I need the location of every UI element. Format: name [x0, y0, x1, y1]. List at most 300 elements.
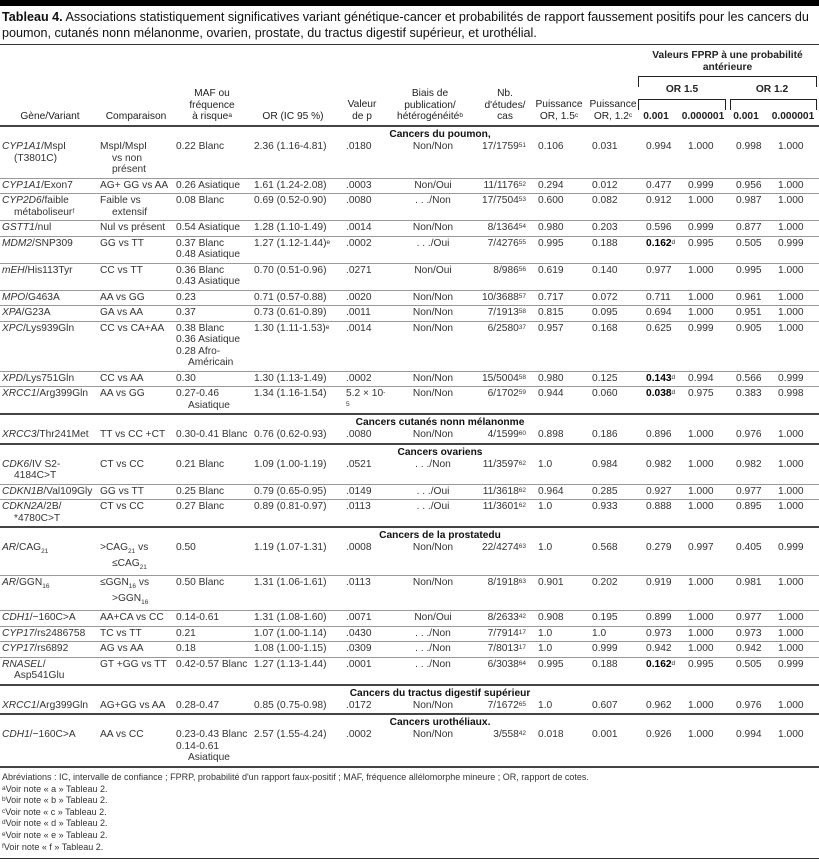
studies-cases: 7/7914 [487, 627, 519, 639]
reference: 62 [518, 486, 527, 494]
bias-cell: Non/Non [388, 290, 478, 306]
comparison-cell [98, 321, 174, 371]
cell [252, 685, 344, 699]
power-12-cell: 0.082 [590, 194, 644, 221]
fprp-or12-000001-cell: 1.000 [776, 194, 819, 221]
comparison-text: AG+ GG vs AA [100, 179, 169, 191]
or-value: 1.31 (1.06-1.61) [254, 577, 327, 589]
or-value: 1.27 (1.12-1.44) [254, 237, 327, 249]
variant-name: /His113Tyr [24, 264, 73, 276]
cell [252, 414, 344, 428]
maf-line: 0.18 [176, 643, 196, 655]
maf-line: Asiatique [188, 399, 230, 411]
bias-cell: Non/Non [388, 699, 478, 715]
top-black-bar [0, 0, 819, 6]
comparison-text: AG vs AA [100, 643, 144, 655]
comparison-cell [98, 657, 174, 685]
cell [776, 127, 819, 140]
cell [686, 685, 734, 699]
fprp-value: 0.912 [646, 195, 672, 206]
section-header-row [0, 444, 819, 458]
fprp-or15-001-cell [644, 642, 686, 658]
power-12-cell: 0.072 [590, 290, 644, 306]
power-15-cell: 1.0 [536, 541, 590, 576]
cell [644, 685, 686, 699]
fprp-or15-001-cell [644, 194, 686, 221]
reference: 55 [518, 238, 527, 246]
or-value: 1.34 (1.16-1.54) [254, 388, 327, 399]
maf-line: 0.28-0.47 [176, 699, 220, 711]
gene-variant-cell [0, 306, 98, 322]
power-15-cell: 1.0 [536, 699, 590, 715]
p-value: .0080 [346, 195, 372, 206]
comparison-cell [98, 194, 174, 221]
gene-name: CDH1 [2, 612, 30, 624]
studies-cases-cell [478, 387, 536, 415]
maf-cell [174, 576, 252, 611]
gene-variant-cell [0, 290, 98, 306]
fprp-or15-000001-cell: 0.999 [686, 221, 734, 237]
cell [174, 714, 252, 728]
header-pow15-line2 [532, 111, 586, 123]
fprp-or12-000001-cell: 1.000 [776, 178, 819, 194]
power-12-cell: 0.285 [590, 484, 644, 500]
comparison-text: GG vs TT [100, 485, 144, 497]
maf-line: 0.22 Blanc [176, 141, 225, 152]
fprp-or12-001-cell: 0.505 [734, 236, 776, 263]
gene-variant-cell [0, 541, 98, 576]
header-prior-001-or12: 0.001 [733, 111, 759, 122]
table-row [0, 321, 819, 371]
cell [686, 527, 734, 541]
or-value: 1.28 (1.10-1.49) [254, 222, 327, 233]
power-12-cell: 0.168 [590, 321, 644, 371]
power-12-cell: 0.607 [590, 699, 644, 715]
cell [734, 444, 776, 458]
comparison-cell [98, 387, 174, 415]
cell [734, 685, 776, 699]
gene-name: CDKN1B [2, 485, 44, 497]
cell [174, 685, 252, 699]
table-row [0, 642, 819, 658]
or-cell [252, 236, 344, 263]
comparison-text: GT +GG vs TT [100, 658, 167, 670]
p-value: .0001 [346, 658, 372, 670]
p-value-cell [344, 642, 388, 658]
bias-cell: . . ./Oui [388, 484, 478, 500]
power-12-cell: 0.095 [590, 306, 644, 322]
p-value-cell [344, 428, 388, 444]
maf-cell [174, 428, 252, 444]
maf-line: 0.21 [176, 627, 196, 639]
power-12-cell: 0.140 [590, 263, 644, 290]
cell [536, 714, 590, 728]
or-cell [252, 140, 344, 178]
power-12-cell: 0.933 [590, 500, 644, 528]
comparison-text: Nul vs présent [100, 222, 166, 233]
comparison-text: ≤GGN [100, 577, 129, 589]
header-fprp-group [636, 50, 819, 73]
maf-line: 0.28 Afro- [176, 345, 221, 357]
fprp-or15-000001-cell: 0.995 [686, 236, 734, 263]
fprp-or12-000001-cell: 0.999 [776, 371, 819, 387]
maf-cell [174, 500, 252, 528]
gene-name: XPC [2, 322, 23, 334]
cell [174, 444, 252, 458]
subscript: 21 [139, 563, 147, 571]
footnote-ref: e [325, 323, 330, 331]
p-value: .0113 [346, 501, 371, 512]
p-value-cell [344, 321, 388, 371]
fprp-or12-001-cell: 0.994 [734, 728, 776, 767]
fprp-or12-001-cell: 0.977 [734, 611, 776, 627]
studies-cases: 8/1918 [487, 577, 519, 589]
header-power-12 [586, 99, 640, 122]
footnote-item [2, 818, 589, 830]
fprp-or15-000001-cell: 1.000 [686, 484, 734, 500]
fprp-or15-000001-cell: 1.000 [686, 728, 734, 767]
power-15-cell: 0.995 [536, 236, 590, 263]
variant-name: /Lys751Gln [22, 372, 75, 384]
cell [174, 527, 252, 541]
fprp-or15-000001-cell: 1.000 [686, 458, 734, 485]
variant-line2: 4184C>T [14, 470, 57, 481]
p-value: .0430 [346, 627, 372, 639]
cell [734, 527, 776, 541]
maf-line: 0.08 Blanc [176, 195, 225, 206]
comparison-cell [98, 541, 174, 576]
maf-cell [174, 221, 252, 237]
maf-line: 0.14-0.61 [176, 740, 220, 752]
or-value: 0.85 (0.75-0.98) [254, 699, 327, 711]
maf-line: 0.37 Blanc [176, 237, 225, 249]
gene-variant-cell [0, 263, 98, 290]
variant-name: / [42, 658, 46, 670]
fprp-or12-000001-cell: 1.000 [776, 221, 819, 237]
power-12-cell: 0.999 [590, 642, 644, 658]
header-nb-line1: Nb. [497, 88, 513, 99]
p-value-cell [344, 194, 388, 221]
footnote-marker: b [2, 796, 6, 804]
gene-variant-cell [0, 221, 98, 237]
or-cell [252, 178, 344, 194]
comparison-line3: présent [112, 164, 146, 175]
gene-variant-cell [0, 194, 98, 221]
fprp-or15-001-cell [644, 221, 686, 237]
comparison-cell [98, 371, 174, 387]
variant-line2: métaboliseur$^f$ [14, 206, 75, 218]
cell [536, 414, 590, 428]
studies-cases-cell [478, 194, 536, 221]
fprp-or15-000001-cell: 1.000 [686, 500, 734, 528]
p-value: .0014 [346, 222, 372, 233]
power-15-cell: 1.0 [536, 642, 590, 658]
comparison-cell [98, 642, 174, 658]
gene-name: XPD [2, 372, 23, 384]
cell [536, 444, 590, 458]
maf-line: 0.21 Blanc [176, 458, 225, 470]
power-12-cell: 0.984 [590, 458, 644, 485]
header-studies [478, 88, 532, 123]
bias-cell: . . ./Oui [388, 500, 478, 528]
footnote-text: Voir note « c » Tableau 2. [5, 806, 107, 817]
or-value: 1.30 (1.11-1.53) [254, 322, 326, 334]
or-value: 2.57 (1.55-4.24) [254, 729, 327, 741]
cell [252, 714, 344, 728]
gene-variant-cell [0, 484, 98, 500]
cell [0, 127, 98, 140]
reference: 37 [518, 323, 527, 331]
or-cell [252, 699, 344, 715]
cell [0, 444, 98, 458]
studies-cases-cell [478, 236, 536, 263]
fprp-value: 0.162 [646, 658, 672, 670]
cell [98, 685, 174, 699]
subscript: 21 [128, 548, 136, 556]
gene-name: XRCC1 [2, 388, 37, 399]
fprp-or15-001-cell [644, 263, 686, 290]
p-value-cell [344, 500, 388, 528]
fprp-or12-000001-cell: 1.000 [776, 642, 819, 658]
section-header-row [0, 127, 819, 140]
maf-cell [174, 657, 252, 685]
section-title: Cancers du poumon, [389, 129, 491, 140]
fprp-or15-001-cell [644, 626, 686, 642]
fprp-or15-001-cell [644, 484, 686, 500]
p-value-cell [344, 178, 388, 194]
variant-name: /Thr241Met [36, 429, 89, 440]
cell [590, 714, 644, 728]
cell [98, 444, 174, 458]
comparison-text: AG+GG vs AA [100, 699, 166, 711]
comparison-text: >CAG [100, 542, 129, 553]
section-header-row [0, 714, 819, 728]
fprp-value: 0.596 [646, 222, 672, 233]
footnote-text: Voir note « a » Tableau 2. [5, 783, 108, 794]
footnote-ref: d [671, 373, 676, 381]
cell [590, 685, 644, 699]
p-value: .0020 [346, 291, 372, 303]
maf-cell [174, 263, 252, 290]
power-12-cell: 0.188 [590, 657, 644, 685]
or-cell [252, 484, 344, 500]
fprp-or12-001-cell: 0.405 [734, 541, 776, 576]
fprp-or15-001-cell [644, 611, 686, 627]
studies-cases-cell [478, 178, 536, 194]
power-15-cell: 0.957 [536, 321, 590, 371]
comparison-cell [98, 611, 174, 627]
or-cell [252, 657, 344, 685]
fprp-or12-000001-cell: 1.000 [776, 500, 819, 528]
gene-name: MPO [2, 291, 26, 303]
power-12-cell: 0.060 [590, 387, 644, 415]
header-pow12-line2 [586, 111, 640, 123]
footnote-item [2, 842, 589, 854]
reference: 56 [518, 265, 527, 273]
table-row [0, 263, 819, 290]
studies-cases-cell [478, 221, 536, 237]
section-header-row [0, 685, 819, 699]
table-row [0, 611, 819, 627]
fprp-or12-000001-cell: 1.000 [776, 611, 819, 627]
studies-cases-cell [478, 458, 536, 485]
table-row [0, 194, 819, 221]
studies-cases: 10/3688 [481, 291, 519, 303]
comparison-text: AA+CA vs CC [100, 612, 164, 624]
fprp-or15-001-cell [644, 371, 686, 387]
table-row [0, 500, 819, 528]
studies-cases: 17/7504 [481, 195, 519, 206]
comparison-text: CC vs TT [100, 264, 143, 276]
maf-cell [174, 236, 252, 263]
variant-name: /Arg399Gln [36, 699, 89, 711]
fprp-or12-000001-cell: 1.000 [776, 728, 819, 767]
comparison-text: Faible vs [100, 195, 141, 206]
footnote-ref: b [459, 112, 463, 119]
p-value: .0172 [346, 699, 372, 711]
p-value-cell [344, 657, 388, 685]
cell [174, 127, 252, 140]
bias-cell: Non/Non [388, 140, 478, 178]
power-15-cell: 0.619 [536, 263, 590, 290]
section-header-row [0, 414, 819, 428]
variant-name: /G463A [25, 291, 60, 303]
fprp-or15-001-cell [644, 140, 686, 178]
table-row [0, 626, 819, 642]
fprp-or12-001-cell: 0.956 [734, 178, 776, 194]
comparison-text: MspI/MspI [100, 141, 147, 152]
fprp-or12-000001-cell: 1.000 [776, 576, 819, 611]
fprp-or12-001-cell: 0.976 [734, 699, 776, 715]
fprp-or15-001-cell [644, 500, 686, 528]
p-value: .0003 [346, 179, 372, 191]
maf-line: 0.26 Asiatique [176, 179, 241, 191]
section-title: Cancers du tractus digestif supérieur [349, 687, 531, 699]
studies-cases: 11/1176 [483, 179, 519, 191]
gene-name: CYP1A1 [2, 179, 42, 191]
gene-name: RNASEL [2, 658, 43, 670]
or-cell [252, 728, 344, 767]
header-prior-001-or15: 0.001 [643, 111, 669, 122]
comparison-line2: extensif [112, 206, 148, 218]
fprp-or12-001-cell: 0.973 [734, 626, 776, 642]
comparison-text: TC vs TT [100, 627, 142, 639]
or-value: 1.09 (1.00-1.19) [254, 458, 327, 470]
section-title: Cancers ovariens [397, 446, 483, 458]
fprp-or12-001-cell: 0.998 [734, 140, 776, 178]
variant-name: /faible [41, 195, 69, 206]
bias-cell: Non/Oui [388, 263, 478, 290]
p-value-cell [344, 236, 388, 263]
maf-line: 0.42-0.57 Blanc [176, 658, 248, 670]
gene-name: XRCC1 [2, 699, 37, 711]
fprp-or12-001-cell: 0.877 [734, 221, 776, 237]
studies-cases: 11/3601 [482, 501, 519, 512]
cell [252, 444, 344, 458]
bias-cell: Non/Non [388, 306, 478, 322]
cell [686, 127, 734, 140]
maf-cell [174, 387, 252, 415]
header-prior-000001-or15: 0.000001 [681, 111, 725, 122]
or-value: 1.19 (1.07-1.31) [254, 542, 327, 553]
studies-cases-cell [478, 371, 536, 387]
comparison-cell [98, 140, 174, 178]
fprp-or12-000001-cell: 1.000 [776, 263, 819, 290]
p-value-cell [344, 699, 388, 715]
p-value: .0014 [346, 322, 372, 334]
power-15-cell: 0.898 [536, 428, 590, 444]
header-pvalue [340, 99, 384, 122]
or-value: 0.73 (0.61-0.89) [254, 307, 327, 318]
or-cell [252, 428, 344, 444]
header-bias-line3 [384, 111, 476, 123]
p-value: .0180 [346, 141, 372, 152]
fprp-or15-001-cell [644, 657, 686, 685]
header-fprp-line2: antérieure [702, 61, 753, 73]
table-row [0, 236, 819, 263]
table-row [0, 221, 819, 237]
gene-variant-cell [0, 626, 98, 642]
fprp-or15-001-cell [644, 387, 686, 415]
p-value-cell [344, 221, 388, 237]
fprp-value: 0.919 [646, 577, 672, 589]
reference: 42 [518, 613, 527, 621]
footnote-text: Voir note « e » Tableau 2. [5, 829, 108, 840]
variant-name: /−160C>A [29, 612, 76, 624]
table-row [0, 484, 819, 500]
comparison-cell [98, 290, 174, 306]
power-12-cell: 0.186 [590, 428, 644, 444]
footnote-marker: e [2, 830, 6, 838]
bias-cell: . . ./Non [388, 657, 478, 685]
gene-name: CYP17 [2, 643, 35, 655]
maf-cell [174, 611, 252, 627]
studies-cases-cell [478, 699, 536, 715]
header-power-15 [532, 99, 586, 122]
studies-cases: 22/4274 [481, 542, 519, 553]
or-value: 0.89 (0.81-0.97) [254, 501, 327, 512]
footnote-ref: d [671, 659, 676, 667]
fprp-or15-001-cell [644, 458, 686, 485]
caption-label: Tableau 4. [2, 10, 63, 24]
comparison-cell [98, 263, 174, 290]
power-15-cell: 0.944 [536, 387, 590, 415]
header-bias-text: hétérogénéité [397, 111, 460, 122]
gene-variant-cell [0, 458, 98, 485]
comparison-cell [98, 699, 174, 715]
maf-cell [174, 626, 252, 642]
comparison-cell [98, 626, 174, 642]
variant-name: /rs2486758 [34, 627, 86, 639]
fprp-or12-001-cell: 0.905 [734, 321, 776, 371]
power-12-cell: 1.0 [590, 626, 644, 642]
fprp-value: 0.977 [646, 264, 672, 276]
footnote-marker: f [2, 842, 4, 850]
fprp-or15-001-cell [644, 576, 686, 611]
power-15-cell: 0.294 [536, 178, 590, 194]
cell [590, 414, 644, 428]
maf-cell [174, 140, 252, 178]
fprp-or15-001-cell [644, 321, 686, 371]
cell [686, 444, 734, 458]
header-pow15-line1: Puissance [535, 99, 583, 110]
header-maf [172, 88, 252, 123]
variant-name: /2B/ [43, 501, 62, 512]
footnote-marker: a [2, 784, 6, 792]
reference: 51 [518, 142, 527, 149]
fprp-or15-000001-cell: 1.000 [686, 642, 734, 658]
reference: 59 [518, 389, 527, 396]
